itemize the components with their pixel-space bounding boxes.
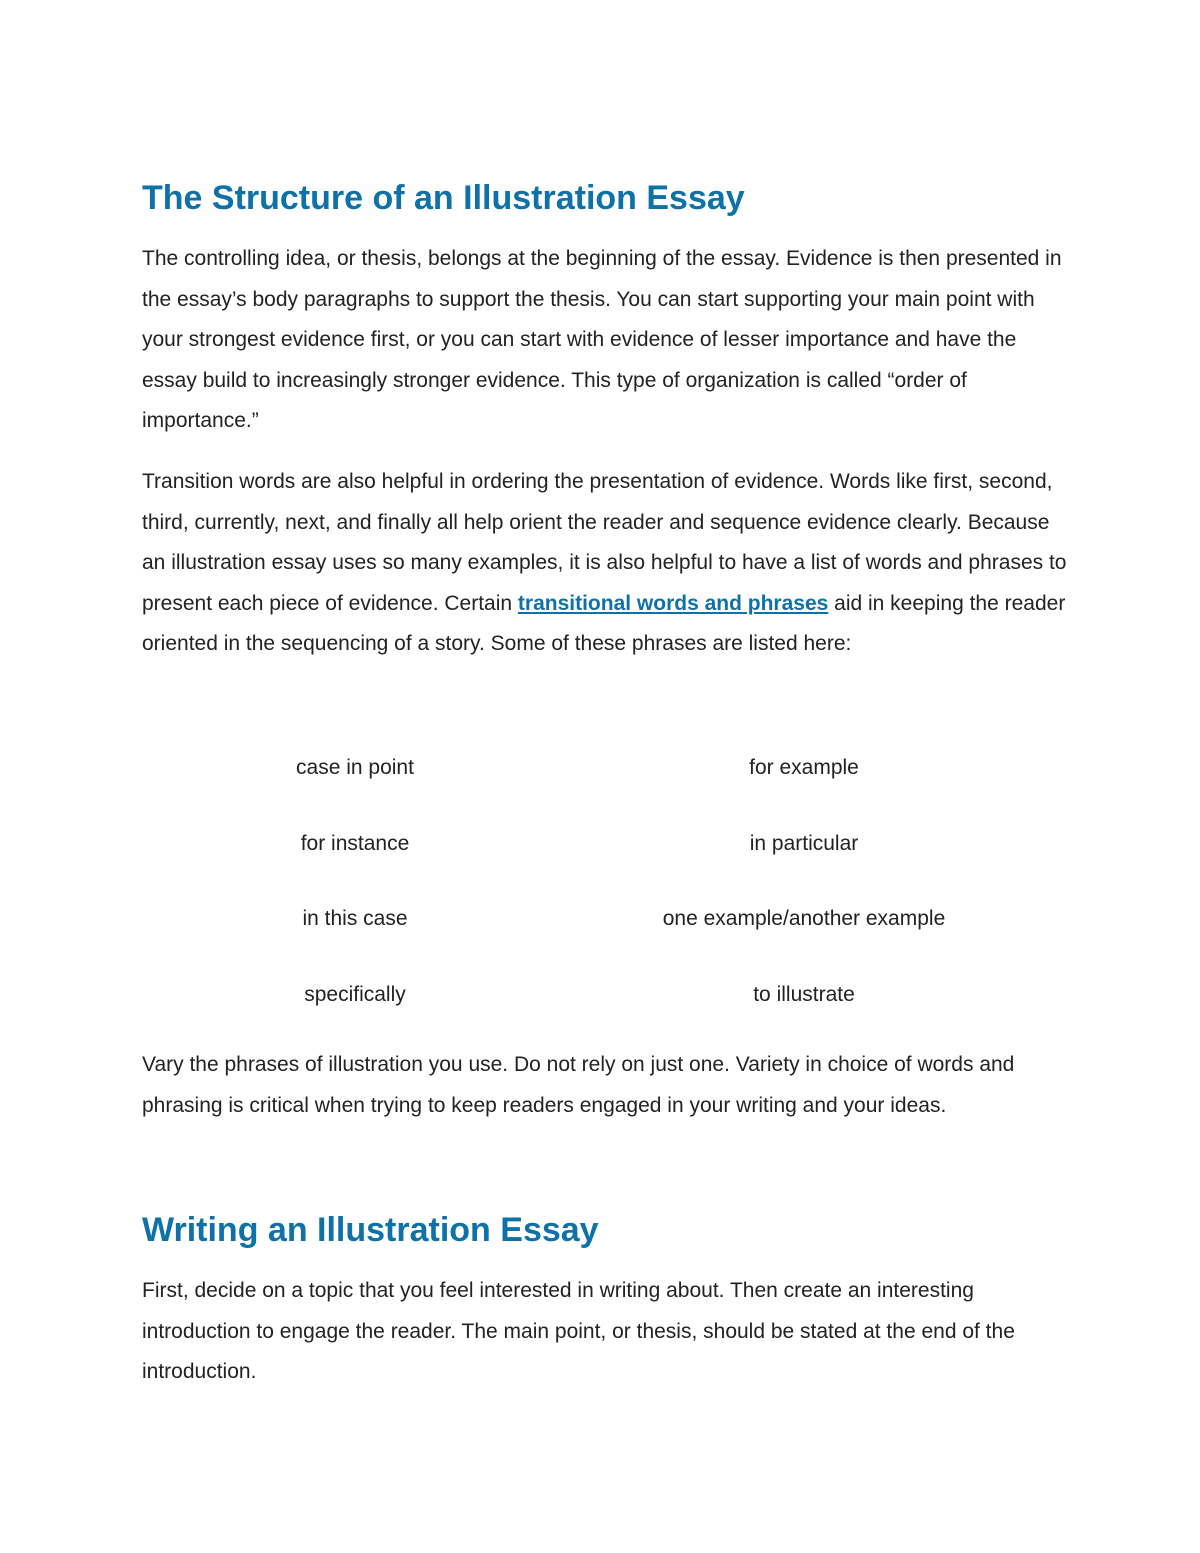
phrase-cell: in this case [302, 907, 408, 930]
phrase-cell: in particular [749, 831, 859, 855]
phrase-cell: case in point [296, 756, 414, 779]
phrase-cell: for instance [300, 831, 410, 855]
phrase-cell: to illustrate [753, 982, 855, 1006]
phrase-row [142, 824, 1042, 900]
phrase-row [142, 748, 1042, 824]
phrase-row [142, 899, 1042, 975]
section-heading-structure: The Structure of an Illustration Essay [142, 179, 745, 217]
phrase-table [142, 748, 1042, 1050]
paragraph-vary-phrases: Vary the phrases of illustration you use. Do not rely on just one. Variety in choice of words and phrasing is critical when trying to keep readers engaged in your writing and your ideas. [142, 1053, 1015, 1117]
phrase-cell: specifically [304, 982, 406, 1006]
paragraph-text-before-link: Transition words are also helpful in ordering the presentation of evidence. Words like first, second, third, currently, next, and finally all help orient the reader and sequence evidence clearly. Because an illustration essay uses so many examples, it is also helpful to have a list of words and phrases to present each piece of evidence. Certain [142, 470, 1067, 615]
phrase-cell: one example/another example [662, 907, 946, 930]
paragraph-first-decide: First, decide on a topic that you feel interested in writing about. Then create an interesting introduction to engage the reader. The main point, or thesis, should be stated at the end of the introduction. [142, 1279, 1015, 1383]
paragraph-thesis: The controlling idea, or thesis, belongs at the beginning of the essay. Evidence is then presented in the essay’s body paragraphs to support the thesis. You can start supporting your main point with your strongest evidence first, or you can start with evidence of lesser importance and have the essay build to increasingly stronger evidence. This type of organization is called “order of importance.” [142, 247, 1062, 432]
transitional-words-link[interactable]: transitional words and phrases [517, 591, 829, 615]
section-heading-writing: Writing an Illustration Essay [142, 1211, 599, 1249]
phrase-row [142, 975, 1042, 1051]
paragraph-transition-words [142, 462, 1072, 665]
phrase-cell: for example [749, 756, 859, 779]
paragraph-text-after-link: aid in keeping the reader oriented in the sequencing of a story. Some of these phrases are listed here: [142, 591, 1066, 655]
